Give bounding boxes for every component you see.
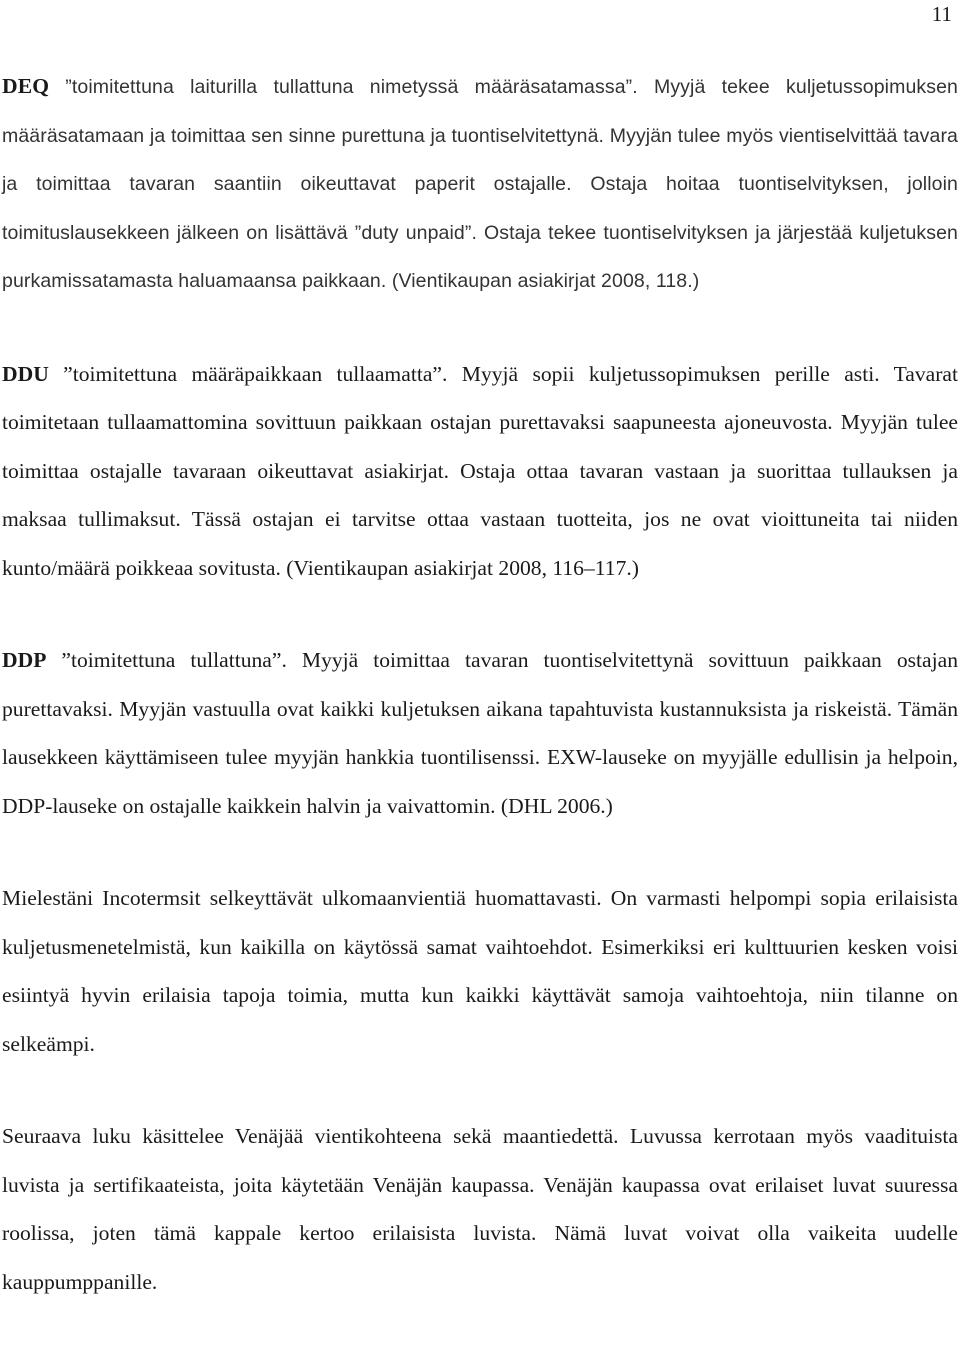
page-number: 11: [931, 2, 952, 26]
term-ddu: DDU: [2, 361, 49, 386]
paragraph-ddp-text: ”toimitettuna tullattuna”. Myyjä toimittaa tavaran tuontiselvitettynä sovittuun paikkaan ostajan purettavaksi. Myyjän vastuulla ovat kaikki kuljetuksen aikana tapahtuvista kustannuksista ja riskeistä. Tämän lausekkeen käyttämiseen tulee myyjän hankkia tuontilisenssi. EXW-lauseke on myyjälle edullisin ja helpoin, DDP-lauseke on ostajalle kaikkein halvin ja vaivattomin. (DHL 2006.): [2, 648, 958, 818]
paragraph-opinion: [2, 874, 958, 1068]
document-body: [2, 62, 958, 1306]
paragraph-next-chapter: [2, 1112, 958, 1306]
term-deq: DEQ: [2, 74, 50, 98]
paragraph-ddp: [2, 636, 958, 830]
paragraph-deq-text: ”toimitettuna laiturilla tullattuna nimetyssä määräsatamassa”. Myyjä tekee kuljetussopimuksen määräsatamaan ja toimittaa sen sinne purettuna ja tuontiselvitettynä. Myyjän tulee myös vientiselvittää tavara ja toimittaa tavaran saantiin oikeuttavat paperit ostajalle. Ostaja hoitaa tuontiselvityksen, jolloin toimituslausekkeen jälkeen on lisättävä ”duty unpaid”. Ostaja tekee tuontiselvityksen ja järjestää kuljetuksen purkamissatamasta haluamaansa paikkaan. (Vientikaupan asiakirjat 2008, 118.): [2, 76, 958, 292]
paragraph-ddu: [2, 350, 958, 593]
term-ddp: DDP: [2, 648, 47, 672]
paragraph-ddu-text: ”toimitettuna määräpaikkaan tullaamatta”. Myyjä sopii kuljetussopimuksen perille asti. Tavarat toimitetaan tullaamattomina sovittuun paikkaan ostajan purettavaksi saapuneesta ajoneuvosta. Myyjän tulee toimittaa ostajalle tavaraan oikeuttavat asiakirjat. Ostaja ottaa tavaran vastaan ja suorittaa tullauksen ja maksaa tullimaksut. Tässä ostajan ei tarvitse ottaa vastaan tuotteita, jos ne ovat vioittuneita tai niiden kunto/määrä poikkeaa sovitusta. (Vientikaupan asiakirjat 2008, 116–117.): [2, 361, 958, 580]
paragraph-deq: [2, 62, 958, 306]
paragraph-next-chapter-text: Seuraava luku käsittelee Venäjää vientikohteena sekä maantiedettä. Luvussa kerrotaan myös vaadituista luvista ja sertifikaateista, joita käytetään Venäjän kaupassa. Venäjän kaupassa ovat erilaiset luvat suuressa roolissa, joten tämä kappale kertoo erilaisista luvista. Nämä luvat voivat olla vaikeita uudelle kauppumppanille.: [2, 1124, 958, 1294]
paragraph-opinion-text: Mielestäni Incotermsit selkeyttävät ulkomaanvientiä huomattavasti. On varmasti helpompi sopia erilaisista kuljetusmenetelmistä, kun kaikilla on käytössä samat vaihtoehdot. Esimerkiksi eri kulttuurien kesken voisi esiintyä hyvin erilaisia tapoja toimia, mutta kun kaikki käyttävät samoja vaihtoehtoja, niin tilanne on selkeämpi.: [2, 886, 958, 1056]
